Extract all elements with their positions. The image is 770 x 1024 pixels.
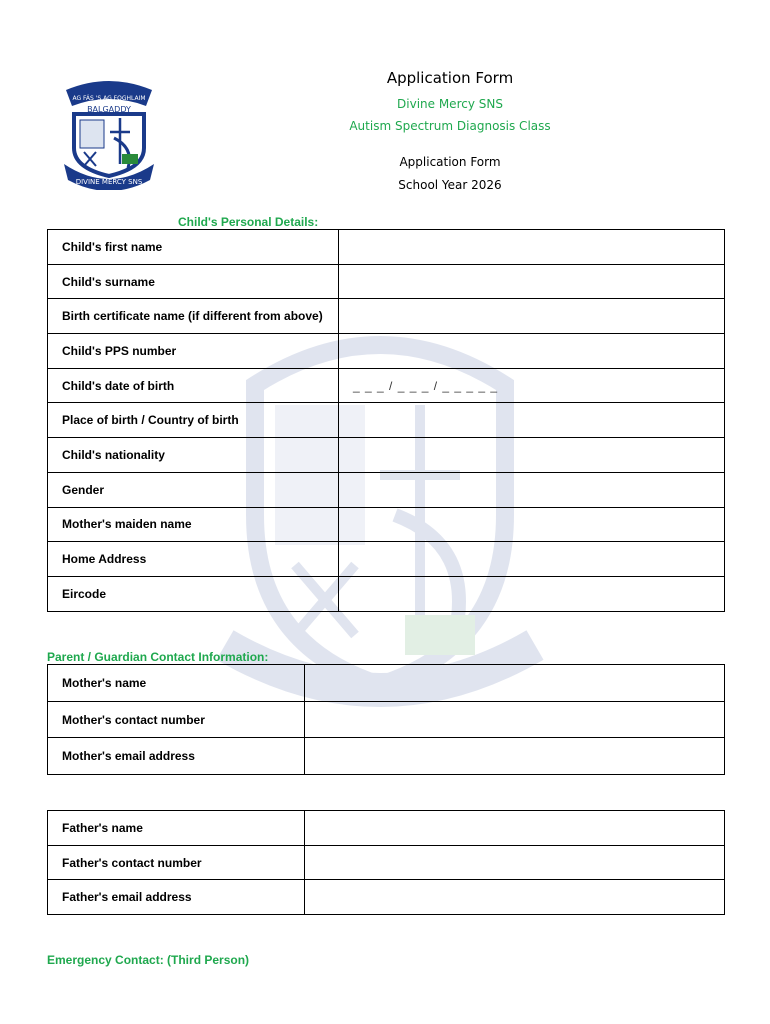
field-value[interactable] [339,438,725,473]
field-value[interactable] [339,403,725,438]
school-crest-logo [60,76,158,190]
personal-details-table [47,229,725,612]
form-row [48,880,725,915]
form-row [48,811,725,846]
field-value[interactable] [305,665,725,702]
field-value[interactable] [305,811,725,846]
field-value[interactable] [339,264,725,299]
field-label: Child's surname [48,264,339,299]
field-value[interactable] [339,576,725,611]
form-row [48,665,725,702]
form-row [48,576,725,611]
field-value-text [305,821,319,835]
field-label: Place of birth / Country of birth [48,403,339,438]
field-value[interactable] [339,368,725,403]
field-value-text [339,240,353,254]
form-row [48,472,725,507]
logo-mid-text: BALGADDY [87,105,131,114]
field-label: Child's nationality [48,438,339,473]
field-value-text [339,275,353,289]
field-value[interactable] [339,472,725,507]
school-year: School Year 2026 [398,178,502,192]
field-value-text: _ _ _ / _ _ _ / _ _ _ _ _ [353,378,499,393]
field-label: Child's first name [48,230,339,265]
field-label: Father's name [48,811,305,846]
field-value-text [305,749,319,763]
field-label: Eircode [48,576,339,611]
section-title-personal: Child's Personal Details: [178,215,319,229]
field-value-text [339,587,353,601]
field-value-text [305,890,319,904]
field-value[interactable] [339,542,725,577]
field-value[interactable] [339,299,725,334]
father-contact-table [47,810,725,915]
field-label: Father's contact number [48,845,305,880]
section-title-parent: Parent / Guardian Contact Information: [47,650,269,664]
field-label: Child's date of birth [48,368,339,403]
mother-contact-table [47,664,725,775]
field-label: Gender [48,472,339,507]
field-value-text [305,713,319,727]
field-value[interactable] [305,738,725,775]
field-value-text [339,448,353,462]
field-value-text [339,483,353,497]
field-label: Child's PPS number [48,334,339,369]
form-row [48,299,725,334]
field-label: Mother's name [48,665,305,702]
field-value[interactable] [305,880,725,915]
field-label: Father's email address [48,880,305,915]
field-value[interactable] [339,507,725,542]
field-value[interactable] [339,230,725,265]
form-row [48,738,725,775]
form-title: Application Form [386,69,514,87]
field-value-text [339,309,353,323]
form-row [48,230,725,265]
form-subtitle: Application Form [399,155,501,169]
form-row [48,368,725,403]
field-value-text [339,344,353,358]
field-label: Home Address [48,542,339,577]
field-value[interactable] [305,845,725,880]
class-name: Autism Spectrum Diagnosis Class [349,119,551,133]
field-label: Mother's contact number [48,701,305,738]
form-row [48,507,725,542]
form-row [48,438,725,473]
field-label: Mother's maiden name [48,507,339,542]
field-value-text [305,676,319,690]
form-row [48,845,725,880]
form-row [48,701,725,738]
logo-top-text: AG FÁS 'S AG FOGHLAIM [72,95,146,102]
field-label: Mother's email address [48,738,305,775]
field-value[interactable] [305,701,725,738]
form-row [48,403,725,438]
field-label: Birth certificate name (if different from above) [48,299,339,334]
field-value-text [339,552,353,566]
form-row [48,264,725,299]
logo-bottom-text: DIVINE MERCY SNS [75,178,143,186]
form-row [48,334,725,369]
field-value-text [339,413,353,427]
section-title-emergency: Emergency Contact: (Third Person) [47,953,250,967]
field-value-text [339,517,353,531]
field-value[interactable] [339,334,725,369]
field-value-text [305,856,319,870]
school-name: Divine Mercy SNS [397,97,503,111]
form-row [48,542,725,577]
